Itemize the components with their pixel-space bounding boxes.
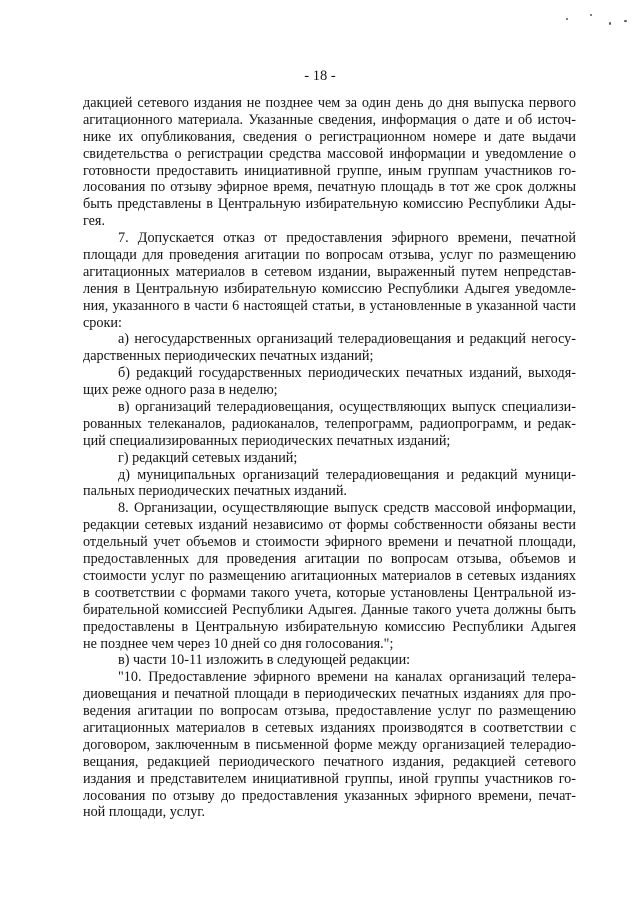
text-line: быть представлены в Центральную избирательную комиссию Республики Ады- (83, 196, 576, 213)
text-line: лосования по отзыву до предоставления указанных эфирного времени, печат- (83, 787, 576, 804)
text-line: а) негосударственных организаций телерадиовещания и редакций негосу- (118, 331, 576, 348)
text-line: дакцией сетевого издания не позднее чем за один день до дня выпуска первого (83, 95, 576, 111)
text-line: бирательной комиссией Республики Адыгея. Данные такого учета должны быть (83, 601, 576, 618)
text-line: вещания, редакцией периодического печатного издания, редакцией сетевого (83, 753, 576, 770)
paragraph (83, 669, 576, 821)
text-line: предоставленных для проведения агитации по вопросам отзыва, объемов и (83, 551, 576, 568)
text-line: диовещания и печатной площади в периодических печатных изданиях для про- (83, 686, 576, 703)
paragraph (83, 95, 576, 230)
text-line: в) части 10-11 изложить в следующей редакции: (118, 652, 411, 669)
page-number: - 18 - (304, 68, 336, 84)
text-line: нике их опубликования, сведения о регистрационном номере и дате выдачи (83, 128, 576, 145)
paragraph (83, 399, 576, 450)
text-line: щих реже одного раза в неделю; (83, 382, 278, 399)
paragraph (83, 450, 576, 467)
text-line: 7. Допускается отказ от предоставления эфирного времени, печатной (118, 230, 576, 247)
text-line: в) организаций телерадиовещания, осуществляющих выпуск специализи- (118, 399, 576, 416)
paragraph (83, 467, 576, 501)
text-line: 8. Организации, осуществляющие выпуск средств массовой информации, (118, 500, 576, 517)
text-line: агитационного материала. Указанные сведения, информация о дате и об источ- (83, 111, 576, 128)
text-line: пальных периодических печатных изданий. (83, 483, 347, 500)
text-line: сроки: (83, 314, 122, 331)
paragraph (83, 652, 576, 669)
text-line: б) редакций государственных периодических печатных изданий, выходя- (118, 365, 576, 382)
paragraph (83, 365, 576, 399)
text-line: свидетельства о регистрации средства массовой информации и уведомление о (83, 145, 576, 162)
text-line: ной площади, услуг. (83, 804, 206, 821)
text-line: готовности предоставить инициативной группе, иным группам участников го- (83, 162, 576, 179)
text-line: рованных телеканалов, радиоканалов, телепрограмм, радиопрограмм, и редак- (83, 415, 576, 432)
text-line: ведения агитации по вопросам отзыва, предоставление услуг по размещению (83, 703, 576, 720)
scan-speck (566, 18, 568, 20)
paragraph (83, 331, 576, 365)
scan-speck (590, 14, 592, 16)
paragraph (83, 500, 576, 652)
text-line: агитационных материалов в сетевом издании, выраженный путем непредстав- (83, 263, 576, 280)
text-line: лосования по отзыву эфирное время, печатную площадь в тот же срок должны (83, 179, 576, 196)
text-line: дарственных периодических печатных изданий; (83, 348, 374, 365)
text-line: стоимости услуг по размещению агитационных материалов в сетевых изданиях (83, 567, 576, 584)
scan-speck (624, 20, 627, 22)
text-line: отдельный учет объемов и стоимости эфирного времени и печатной площади, (83, 534, 576, 551)
document-body (83, 95, 576, 821)
text-line: в соответствии с формами такого учета, которые установлены Центральной из- (83, 584, 576, 601)
text-line: д) муниципальных организаций телерадиовещания и редакций муници- (118, 466, 576, 483)
text-line: г) редакций сетевых изданий; (118, 449, 298, 466)
paragraph (83, 230, 576, 331)
scan-speck (609, 22, 611, 25)
text-line: договором, заключенным в письменной форме между организацией телерадио- (83, 736, 576, 753)
text-line: ций специализированных периодических печатных изданий; (83, 432, 451, 449)
text-line: площади для проведения агитации по вопросам отзыва, услуг по размещению (83, 247, 576, 264)
text-line: "10. Предоставление эфирного времени на каналах организаций телера- (118, 669, 576, 686)
text-line: не позднее чем через 10 дней со дня голосования."; (83, 635, 394, 652)
text-line: ления в Центральную избирательную комиссию Республики Адыгея уведомле- (83, 280, 576, 297)
text-line: редакции сетевых изданий независимо от формы собственности обязаны вести (83, 517, 576, 534)
text-line: издания и представителем инициативной группы, иной группы участников го- (83, 770, 576, 787)
text-line: ния, указанного в части 6 настоящей статьи, в установленные в указанной части (83, 297, 576, 314)
text-line: предоставлены в Центральную избирательную комиссию Республики Адыгея (83, 618, 576, 635)
text-line: агитационных материалов в сетевых изданиях производятся в соответствии с (83, 719, 576, 736)
text-line: гея. (83, 213, 106, 230)
